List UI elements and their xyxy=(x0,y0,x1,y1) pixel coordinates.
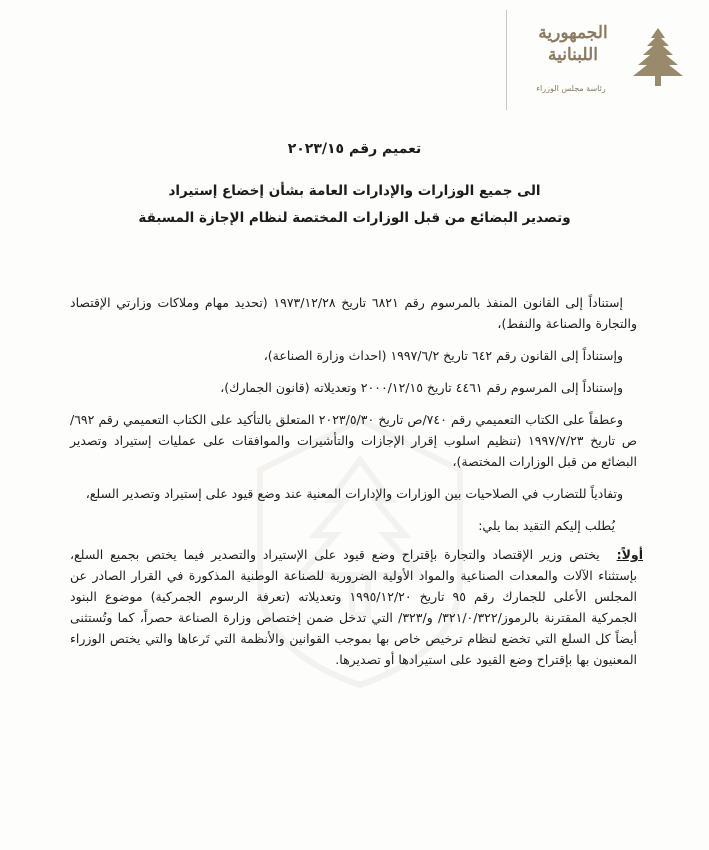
letterhead-divider xyxy=(506,10,507,110)
article-1 xyxy=(70,544,643,670)
article-1-label: أولاً: xyxy=(616,547,643,562)
paragraph-1: إستناداً إلى القانون المنفذ بالمرسوم رقم ٦٨٢١ تاريخ ١٩٧٣/١٢/٢٨ (تحديد مهام وملاكات وزارتي الإقتصاد والتجارة والصناعة والنفط)، xyxy=(70,295,637,331)
subject-line-2: وتصدير البضائع من قبل الوزارات المختصة لنظام الإجازة المسبقة xyxy=(138,210,571,226)
republic-name: الجمهورية اللبنانية xyxy=(538,23,608,65)
paragraph-5: وتفادياً للتضارب في الصلاحيات بين الوزارات والإدارات المعنية عند وضع قيود على إستيراد وتصدير السلع، xyxy=(85,486,623,501)
subject-line-1: الى جميع الوزارات والإدارات العامة بشأن إخضاع إستيراد xyxy=(168,183,541,199)
paragraph-3: وإستناداً إلى المرسوم رقم ٤٤٦١ تاريخ ٢٠٠٠/١٢/١٥ وتعديلاته (قانون الجمارك)، xyxy=(220,380,623,395)
article-1-text: يختص وزير الإقتصاد والتجارة بإقتراح وضع قيود على الإستيراد والتصدير فيما يختص بجميع السلع، بإستثناء الآلات والمعدات الصناعية والمواد الأولية الضرورية للصناعة الوطنية المذكورة في القرار الصادر عن المجلس الأعلى للجمارك رقم ٩٥ تاريخ ١٩٩٥/١٢/٢٠ وتعديلاته (تعرفة الرسوم الجمركية) موضوع البنود الجمركية المقترنة بالرموز/٣٢١/٠/٣٢٢/ و/٣٢٣/ التي تدخل ضمن إختصاص وزارة الصناعة حصراً، كما وتُستثنى أيضاً كل السلع التي تخضع لنظام ترخيص خاص بها بموجب القوانين والأنظمة التي تَرعاها والتي يختص الوزراء المعنيون بها بإقتراح وضع القيود على استيرادها أو تصديرها. xyxy=(70,547,638,667)
document-body xyxy=(70,292,643,670)
paragraph-4: وعطفاً على الكتاب التعميمي رقم ٧٤٠/ص تاريخ ٢٠٢٣/٥/٣٠ المتعلق بالتأكيد على الكتاب التعميمي رقم ٦٩٢/ص تاريخ ١٩٩٧/٧/٢٣ (تنظيم اسلوب إقرار الإجازات والتأشيرات والموافقات على عمليات إستيراد وتصدير البضائع من قبل الوزارات المختصة)، xyxy=(70,412,637,469)
paragraph-2: وإستناداً إلى القانون رقم ٦٤٢ تاريخ ١٩٩٧/٦/٢ (احداث وزارة الصناعة)، xyxy=(263,348,623,363)
cedar-icon xyxy=(629,26,687,90)
presidency-name: رئاسة مجلس الوزراء xyxy=(536,84,606,93)
subject xyxy=(80,178,629,232)
demand-line: يُطلب إليكم التقيد بما يلي: xyxy=(478,518,615,533)
letterhead xyxy=(507,12,687,112)
circular-title: تعميم رقم ٢٠٢٣/١٥ xyxy=(287,141,422,157)
